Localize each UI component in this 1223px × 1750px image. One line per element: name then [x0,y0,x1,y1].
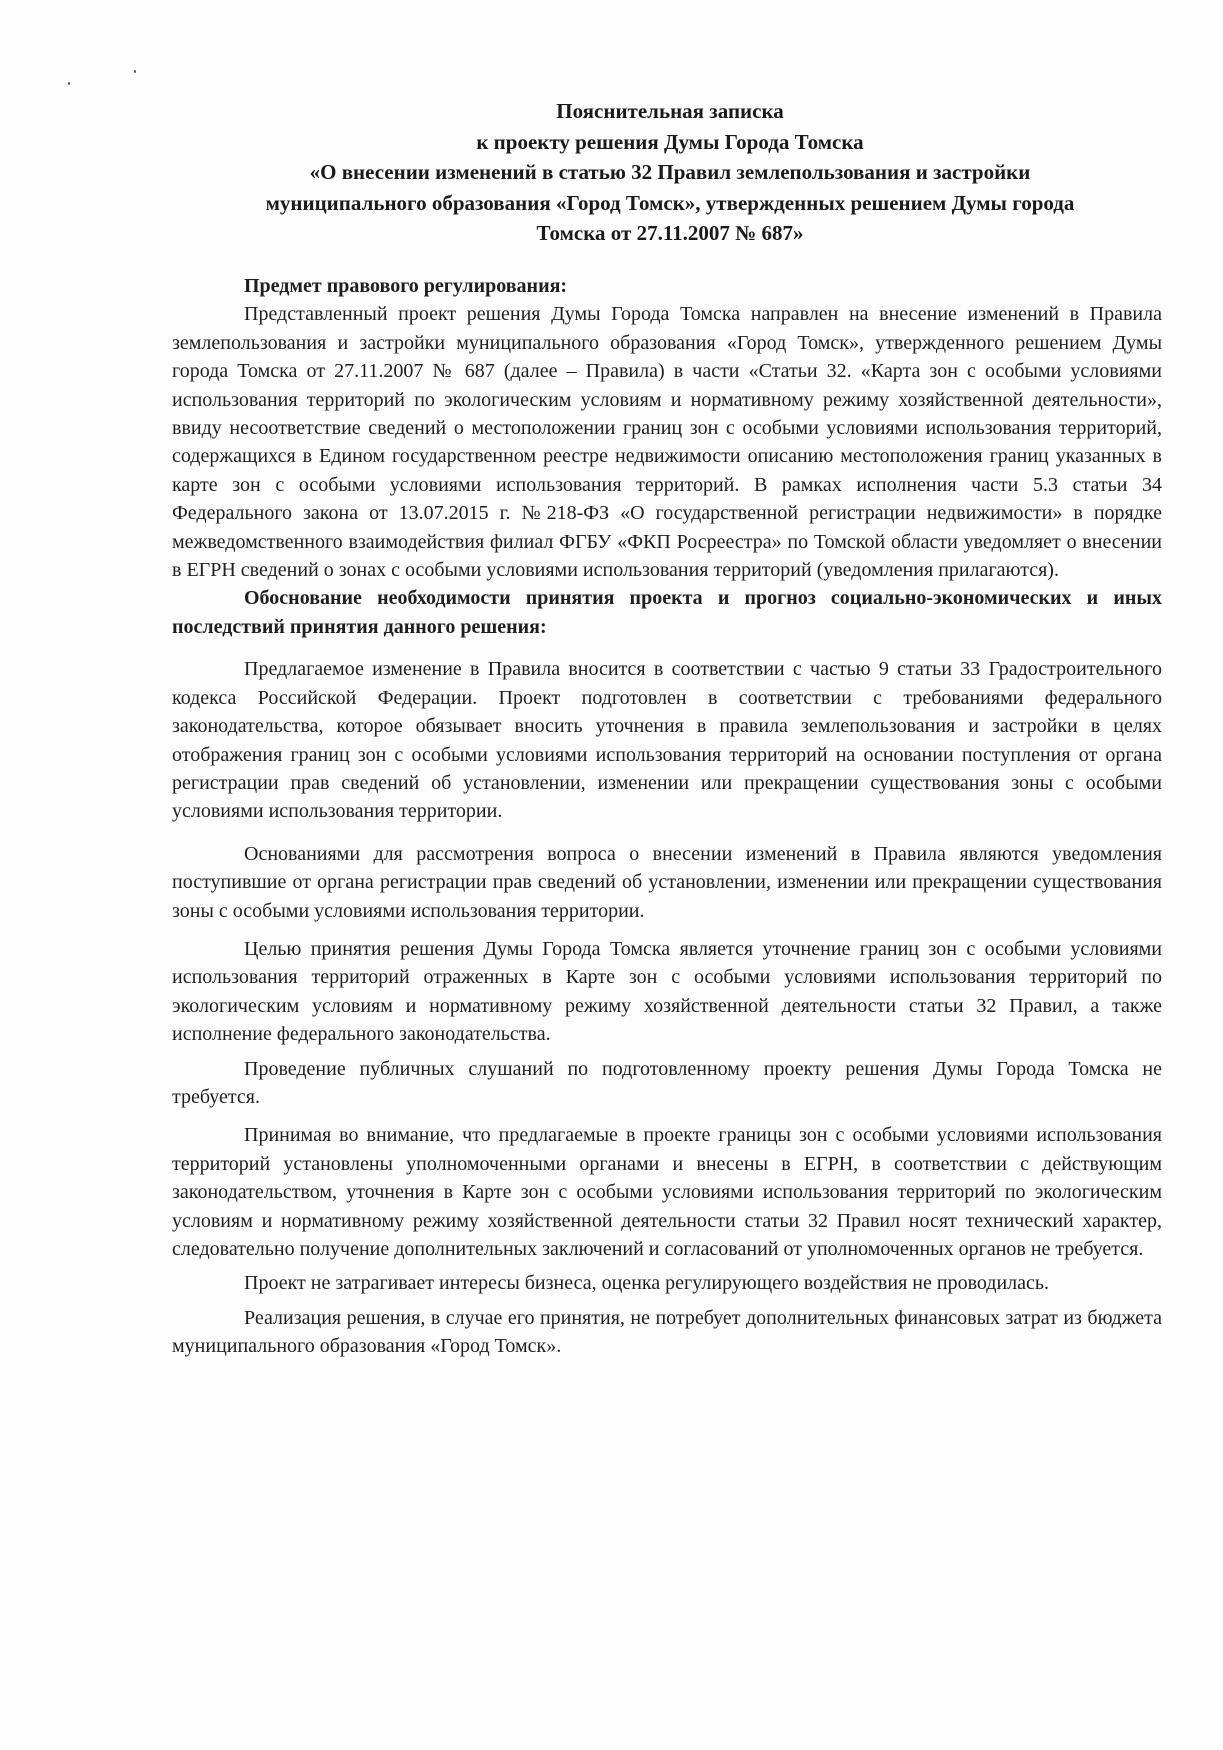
paragraph: Проведение публичных слушаний по подготовленному проекту решения Думы Города Томска не требуется. [172,1057,1162,1108]
paragraph: Проект не затрагивает интересы бизнеса, оценка регулирующего воздействия не проводилась. [244,1272,1050,1295]
title-line: Пояснительная записка [556,99,784,123]
title-line: «О внесении изменений в статью 32 Правил землепользования и застройки [309,160,1031,184]
title-line: к проекту решения Думы Города Томска [476,129,864,154]
paragraph: Целью принятия решения Думы Города Томска является уточнение границ зон с особыми условиями использования территорий отраженных в Карте зон с особыми условиями использования территорий по экологическим условиям и нормативному режиму хозяйственной деятельности статьи 32 Правил, а также исполнение федерального законодательства. [172,937,1162,1046]
paragraph: Реализация решения, в случае его принятия, не потребует дополнительных финансовых затрат из бюджета муниципального образования «Город Томск». [172,1306,1162,1358]
scan-speck [68,82,70,85]
section-heading-subject: Предмет правового регулирования: [244,275,568,297]
title-line: Томска от 27.11.2007 № 687» [536,221,804,245]
document-body [172,272,1162,1361]
section-heading-justification: Обоснование необходимости принятия проекта и прогноз социально-экономических и иных последствий принятия данного решения: [172,587,1162,638]
document-title [180,96,1160,249]
title-line: муниципального образования «Город Томск», утвержденных решением Думы города [265,190,1075,215]
scan-speck [134,70,136,73]
paragraph: Принимая во внимание, что предлагаемые в проекте границы зон с особыми условиями использования территорий установлены уполномоченными органами и внесены в ЕГРН, в соответствии с действующим законодательством, уточнения в Карте зон с особыми условиями использования территорий по экологическим условиям и нормативному режиму хозяйственной деятельности статьи 32 Правил носят технический характер, следовательно получение дополнительных заключений и согласований от уполномоченных органов не требуется. [172,1124,1162,1260]
paragraph-subject: Представленный проект решения Думы Города Томска направлен на внесение изменений в Правила землепользования и застройки муниципального образования «Город Томск», утвержденного решением Думы города Томска от 27.11.2007 № 687 (далее – Правила) в части «Статьи 32. «Карта зон с особыми условиями использования территорий по экологическим условиям и нормативному режиму хозяйственной деятельности», ввиду несоответствие сведений о местоположении границ зон с особыми условиями использования территорий, содержащихся в Едином государственном реестре недвижимости описанию местоположения границ указанных в карте зон с особыми условиями использования территорий. В рамках исполнения части 5.3 статьи 34 Федерального закона от 13.07.2015 г. №218-ФЗ «О государственной регистрации недвижимости» в порядке межведомственного взаимодействия филиал ФГБУ «ФКП Росреестра» по Томской области уведомляет о внесении в ЕГРН сведений о зонах с особыми условиями использования территорий (уведомления прилагаются). [172,303,1162,582]
paragraph: Основаниями для рассмотрения вопроса о внесении изменений в Правила являются уведомления поступившие от органа регистрации прав сведений об установлении, изменении или прекращении существования зоны с особыми условиями использования территории. [172,842,1162,922]
paragraph: Предлагаемое изменение в Правила вносится в соответствии с частью 9 статьи 33 Градостроительного кодекса Российской Федерации. Проект подготовлен в соответствии с требованиями федерального законодательства, которое обязывает вносить уточнения в правила землепользования и застройки в целях отображения границ зон с особыми условиями использования территорий на основании поступления от органа регистрации прав сведений об установлении, изменении или прекращении существования зоны с особыми условиями использования территории. [172,658,1162,823]
